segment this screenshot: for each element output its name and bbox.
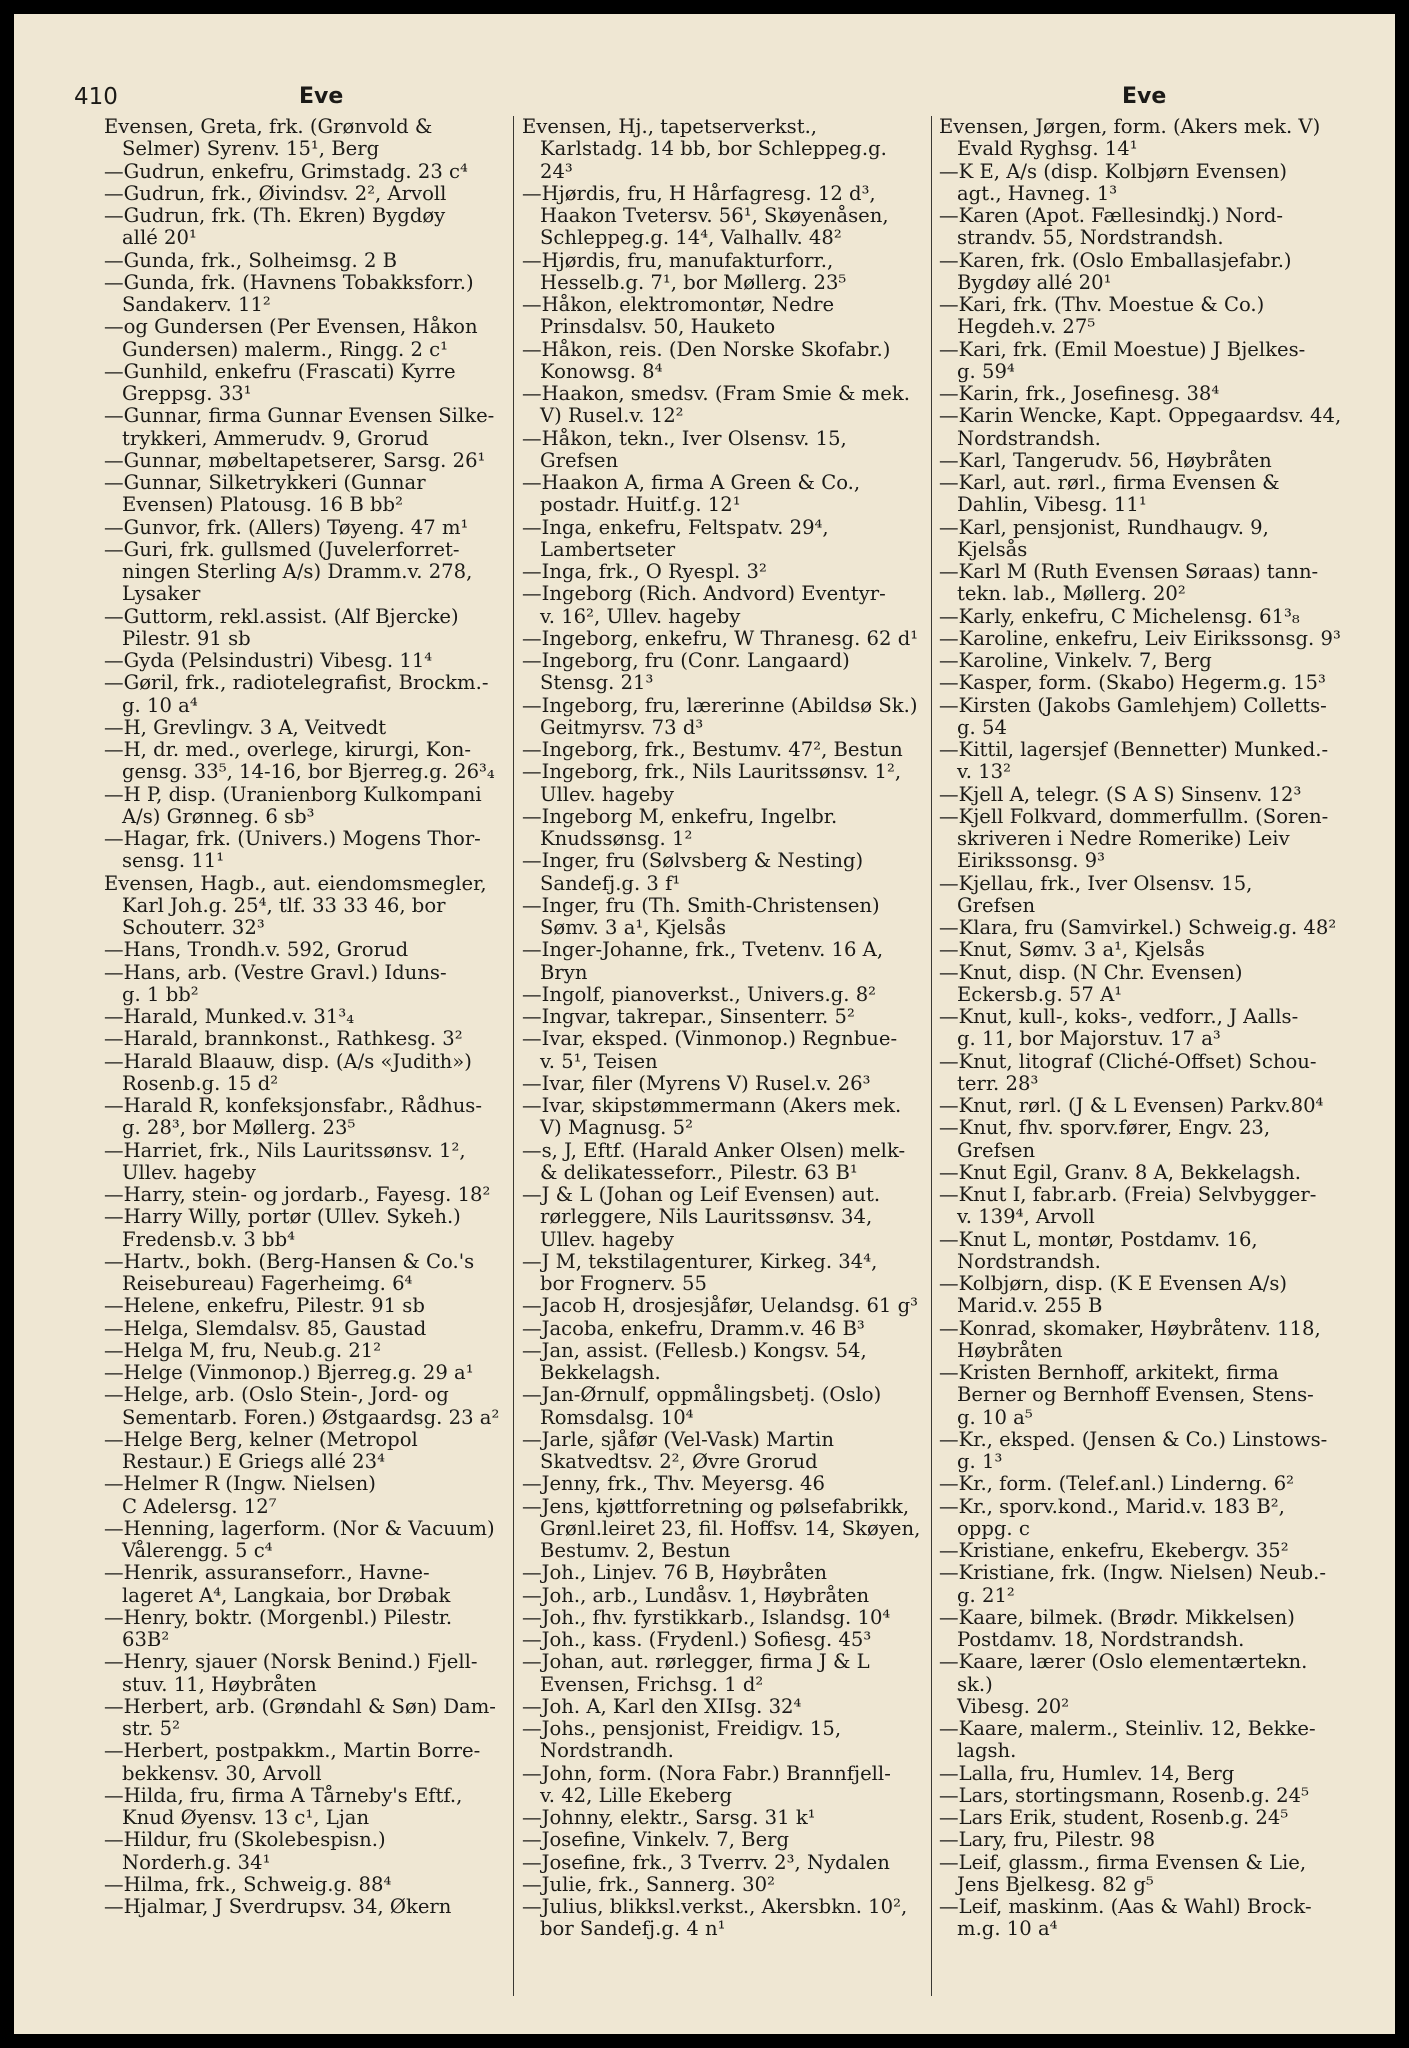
directory-entry: —Knut L, montør, Postdamv. 16, Nordstrandsh.: [939, 1227, 1258, 1273]
directory-entry: —Leif, maskinm. (Aas & Wahl) Brock- m.g. 10 a⁴: [939, 1895, 1312, 1941]
directory-entry: —Henry, sjauer (Norsk Benind.) Fjell- stuv. 11, Høybråten: [104, 1650, 478, 1696]
directory-entry: —Herbert, arb. (Grøndahl & Søn) Dam- str. 5²: [104, 1694, 496, 1740]
directory-entry: —Ingeborg, fru, lærerinne (Abildsø Sk.) Geitmyrsv. 73 d³: [522, 693, 918, 739]
directory-entry: —Joh., kass. (Frydenl.) Sofiesg. 45³: [522, 1628, 872, 1651]
directory-entry: —Hagar, frk. (Univers.) Mogens Thor- sensg. 11¹: [104, 827, 481, 873]
directory-entry: —Ingeborg (Rich. Andvord) Eventyr- v. 16², Ullev. hageby: [522, 582, 886, 628]
directory-entry: —Gunnar, møbeltapetserer, Sarsg. 26¹: [104, 448, 486, 472]
directory-entry: —Henry, boktr. (Morgenbl.) Pilestr. 63B²: [104, 1605, 453, 1651]
directory-entry: —Knut, disp. (N Chr. Evensen) Eckersb.g. 57 A¹: [939, 960, 1243, 1006]
directory-entry: —Ivar, filer (Myrens V) Rusel.v. 26³: [522, 1071, 871, 1095]
directory-entry: —Gunda, frk., Solheimsg. 2 B: [104, 248, 398, 272]
directory-entry: —Johnny, elektr., Sarsg. 31 k¹: [522, 1806, 816, 1829]
directory-entry: —Josefine, Vinkelv. 7, Berg: [522, 1828, 790, 1852]
directory-entry: —og Gundersen (Per Evensen, Håkon Gundersen) malerm., Ringg. 2 c¹: [104, 315, 478, 361]
directory-entry: —Kasper, form. (Skabo) Hegerm.g. 15³: [939, 671, 1326, 695]
directory-entry: —H, dr. med., overlege, kirurgi, Kon- gensg. 33⁵, 14-16, bor Bjerreg.g. 26³₄: [104, 738, 495, 784]
right-running-heading: Eve: [1122, 84, 1167, 109]
directory-entry: —Kari, frk. (Thv. Moestue & Co.) Hegdeh.v. 27⁵: [939, 293, 1265, 339]
directory-entry: —Kari, frk. (Emil Moestue) J Bjelkes- g. 59⁴: [939, 337, 1306, 383]
directory-entry: —J M, tekstilagenturer, Kirkeg. 34⁴, bor Frognerv. 55: [522, 1249, 878, 1295]
directory-entry: —Gunhild, enkefru (Frascati) Kyrre Greppsg. 33¹: [104, 359, 456, 405]
directory-entry: —Håkon, tekn., Iver Olsensv. 15, Grefsen: [522, 426, 847, 472]
directory-entry: —Harry Willy, portør (Ullev. Sykeh.) Fredensb.v. 3 bb⁴: [104, 1205, 461, 1251]
directory-entry: —Inger-Johanne, frk., Tvetenv. 16 A, Bryn: [522, 938, 884, 984]
directory-entry: —Karl, pensjonist, Rundhaugv. 9, Kjelsås: [939, 515, 1269, 561]
directory-entry: —Ingolf, pianoverkst., Univers.g. 8²: [522, 982, 877, 1006]
directory-entry: —Jacob H, drosjesjåfør, Uelandsg. 61 g³: [522, 1294, 919, 1318]
directory-entry: —Knut, Sømv. 3 a¹, Kjelsås: [939, 938, 1205, 962]
directory-entry: —Jens, kjøttforretning og pølsefabrikk, Grønl.leiret 23, fil. Hoffsv. 14, Skøyen, Bestumv. 2, Bestun: [522, 1494, 921, 1562]
directory-entry: —Lary, fru, Pilestr. 98: [939, 1828, 1156, 1852]
directory-entry: —Ingeborg, frk., Nils Lauritssønsv. 1², Ullev. hageby: [522, 760, 902, 806]
directory-entry: —Knut Egil, Granv. 8 A, Bekkelagsh.: [939, 1160, 1301, 1184]
directory-entry: —Helge Berg, kelner (Metropol Restaur.) E Griegs allé 23⁴: [104, 1427, 418, 1473]
directory-entry: —Kirsten (Jakobs Gamlehjem) Colletts- g. 54: [939, 693, 1327, 739]
directory-entry: —Gunvor, frk. (Allers) Tøyeng. 47 m¹: [104, 515, 469, 539]
directory-entry: —J & L (Johan og Leif Evensen) aut. rørleggere, Nils Lauritssønsv. 34, Ullev. hageby: [522, 1183, 881, 1251]
directory-entry: —Kjell Folkvard, dommerfullm. (Soren- skriveren i Nedre Romerike) Leiv Eirikssonsg. 9³: [939, 804, 1329, 873]
directory-entry: —s, J, Eftf. (Harald Anker Olsen) melk- & delikatesseforr., Pilestr. 63 B¹: [522, 1138, 906, 1184]
directory-entry: —Jarle, sjåfør (Vel-Vask) Martin Skatvedtsv. 2², Øvre Grorud: [522, 1427, 835, 1473]
directory-entry: —Karoline, Vinkelv. 7, Berg: [939, 649, 1212, 672]
directory-entry: —Kjellau, frk., Iver Olsensv. 15, Grefsen: [939, 871, 1253, 917]
directory-column-1: [104, 116, 504, 1918]
directory-column-2: [522, 116, 922, 1941]
directory-entry: —Jacoba, enkefru, Dramm.v. 46 B³: [522, 1316, 865, 1340]
directory-entry: —Konrad, skomaker, Høybråtenv. 118, Høybråten: [939, 1316, 1321, 1362]
directory-entry: —K E, A/s (disp. Kolbjørn Evensen) agt., Havneg. 1³: [939, 159, 1288, 205]
directory-entry: —Ivar, skipstømmermann (Akers mek. V) Magnusg. 5²: [522, 1094, 902, 1140]
directory-entry: —Karin, frk., Josefinesg. 38⁴: [939, 382, 1220, 405]
directory-entry: —H, Grevlingv. 3 A, Veitvedt: [104, 715, 387, 739]
directory-entry: —Joh. A, Karl den XIIsg. 32⁴: [522, 1694, 802, 1718]
page-number: 410: [74, 84, 118, 110]
directory-entry: —Joh., fhv. fyrstikkarb., Islandsg. 10⁴: [522, 1605, 891, 1629]
directory-entry: Evensen, Greta, frk. (Grønvold & Selmer) Syrenv. 15¹, Berg: [104, 115, 433, 161]
directory-entry: —Inger, fru (Th. Smith-Christensen) Sømv. 3 a¹, Kjelsås: [522, 893, 880, 939]
directory-entry: —Harald Blaauw, disp. (A/s «Judith») Rosenb.g. 15 d²: [104, 1049, 472, 1095]
directory-entry: —Harald, Munked.v. 31³₄: [104, 1005, 355, 1028]
directory-entry: —Karl, Tangerudv. 56, Høybråten: [939, 448, 1272, 472]
directory-entry: —Knut, fhv. sporv.fører, Engv. 23, Grefsen: [939, 1116, 1271, 1162]
directory-entry: —Kittil, lagersjef (Bennetter) Munked.- v. 13²: [939, 738, 1329, 784]
directory-entry: —Lalla, fru, Humlev. 14, Berg: [939, 1761, 1235, 1785]
directory-entry: —Helge (Vinmonop.) Bjerreg.g. 29 a¹: [104, 1361, 474, 1384]
directory-entry: —Karen (Apot. Fællesindkj.) Nord- strandv. 55, Nordstrandsh.: [939, 204, 1283, 250]
directory-entry: —Kaare, lærer (Oslo elementærtekn. sk.) Vibesg. 20²: [939, 1650, 1308, 1718]
directory-entry: Evensen, Jørgen, form. (Akers mek. V) Evald Ryghsg. 14¹: [939, 115, 1321, 161]
directory-entry: —Gunda, frk. (Havnens Tobakksforr.) Sandakerv. 11²: [104, 270, 474, 316]
directory-entry: —Gudrun, frk. (Th. Ekren) Bygdøy allé 20¹: [104, 204, 446, 250]
directory-entry: —Kaare, bilmek. (Brødr. Mikkelsen) Postdamv. 18, Nordstrandsh.: [939, 1605, 1295, 1651]
directory-entry: —Josefine, frk., 3 Tverrv. 2³, Nydalen: [522, 1850, 890, 1874]
directory-entry: —Haakon, smedsv. (Fram Smie & mek. V) Rusel.v. 12²: [522, 382, 910, 428]
directory-entry: —Helga M, fru, Neub.g. 21²: [104, 1338, 382, 1362]
directory-entry: —Kr., sporv.kond., Marid.v. 183 B², oppg. c: [939, 1494, 1285, 1540]
directory-entry: Evensen, Hj., tapetserverkst., Karlstadg. 14 bb, bor Schleppeg.g. 24³: [522, 115, 887, 183]
directory-entry: —Harald, brannkonst., Rathkesg. 3²: [104, 1027, 463, 1051]
directory-entry: —Karoline, enkefru, Leiv Eirikssonsg. 9³: [939, 626, 1341, 650]
directory-entry: —Gudrun, enkefru, Grimstadg. 23 c⁴: [104, 159, 468, 183]
directory-entry: —Jan, assist. (Fellesb.) Kongsv. 54, Bekkelagsh.: [522, 1338, 867, 1384]
directory-entry: —Harriet, frk., Nils Lauritssønsv. 1², Ullev. hageby: [104, 1138, 466, 1184]
directory-entry: —Haakon A, firma A Green & Co., postadr. Huitf.g. 12¹: [522, 471, 861, 517]
page-header: [14, 76, 1395, 116]
directory-entry: —Harry, stein- og jordarb., Fayesg. 18²: [104, 1183, 491, 1206]
directory-entry: —Lars Erik, student, Rosenb.g. 24⁵: [939, 1806, 1289, 1829]
directory-entry: —Knut, rørl. (J & L Evensen) Parkv.80⁴: [939, 1094, 1324, 1117]
left-running-heading: Eve: [299, 84, 344, 109]
directory-entry: —Henrik, assuranseforr., Havne- lageret A⁴, Langkaia, bor Drøbak: [104, 1561, 451, 1607]
directory-entry: —Kristiane, enkefru, Ekebergv. 35²: [939, 1539, 1289, 1562]
directory-entry: —Kr., form. (Telef.anl.) Linderng. 6²: [939, 1472, 1295, 1496]
directory-entry: —Guri, frk. gullsmed (Juvelerforret- ningen Sterling A/s) Dramm.v. 278, Lysaker: [104, 537, 473, 606]
directory-entry: —Inga, enkefru, Feltspatv. 29⁴, Lambertseter: [522, 515, 829, 561]
directory-entry: Evensen, Hagb., aut. eiendomsmegler, Karl Joh.g. 25⁴, tlf. 33 33 46, bor Schouterr. 32³: [104, 871, 487, 939]
directory-entry: —Hans, arb. (Vestre Gravl.) Iduns- g. 1 bb²: [104, 960, 447, 1006]
directory-entry: —Jan-Ørnulf, oppmålingsbetj. (Oslo) Romsdalsg. 10⁴: [522, 1383, 882, 1429]
directory-entry: —Knut, kull-, koks-, vedforr., J Aalls- g. 11, bor Majorstuv. 17 a³: [939, 1005, 1299, 1051]
directory-entry: —Knut I, fabr.arb. (Freia) Selvbygger- v. 139⁴, Arvoll: [939, 1183, 1317, 1229]
directory-entry: —Kristen Bernhoff, arkitekt, firma Berner og Bernhoff Evensen, Stens- g. 10 a⁵: [939, 1361, 1314, 1429]
directory-entry: —Kr., eksped. (Jensen & Co.) Linstows- g. 1³: [939, 1427, 1328, 1473]
directory-entry: —Lars, stortingsmann, Rosenb.g. 24⁵: [939, 1783, 1309, 1807]
directory-entry: —Håkon, reis. (Den Norske Skofabr.) Konowsg. 8⁴: [522, 337, 891, 383]
directory-entry: —Hjørdis, fru, manufakturforr., Hesselb.g. 7¹, bor Møllerg. 23⁵: [522, 248, 847, 294]
directory-entry: —Hans, Trondh.v. 592, Grorud: [104, 938, 409, 962]
directory-entry: —Karly, enkefru, C Michelensg. 61³₈: [939, 604, 1300, 628]
directory-entry: —Gøril, frk., radiotelegrafist, Brockm.- g. 10 a⁴: [104, 671, 489, 717]
directory-entry: —Karin Wencke, Kapt. Oppegaardsv. 44, Nordstrandsh.: [939, 404, 1342, 450]
directory-entry: —Julie, frk., Sannerg. 30²: [522, 1872, 775, 1896]
directory-entry: —Herbert, postpakkm., Martin Borre- bekkensv. 30, Arvoll: [104, 1739, 481, 1785]
directory-entry: —Henning, lagerform. (Nor & Vacuum) Vålerengg. 5 c⁴: [104, 1516, 495, 1562]
directory-entry: —Jenny, frk., Thv. Meyersg. 46: [522, 1472, 825, 1496]
directory-entry: —Ingeborg, frk., Bestumv. 47², Bestun: [522, 738, 903, 761]
directory-entry: —Karl M (Ruth Evensen Søraas) tann- tekn. lab., Møllerg. 20²: [939, 560, 1319, 606]
directory-entry: —Inga, frk., O Ryespl. 3²: [522, 560, 767, 583]
directory-entry: —Guttorm, rekl.assist. (Alf Bjercke) Pilestr. 91 sb: [104, 604, 459, 650]
directory-entry: —Kaare, malerm., Steinliv. 12, Bekke- lagsh.: [939, 1717, 1316, 1763]
directory-entry: —Johan, aut. rørlegger, firma J & L Evensen, Frichsg. 1 d²: [522, 1650, 870, 1696]
directory-entry: —Ingeborg, enkefru, W Thranesg. 62 d¹: [522, 626, 919, 650]
directory-entry: —Knut, litograf (Cliché-Offset) Schou- terr. 28³: [939, 1049, 1317, 1095]
directory-entry: —Helga, Slemdalsv. 85, Gaustad: [104, 1316, 427, 1340]
directory-entry: —Gyda (Pelsindustri) Vibesg. 11⁴: [104, 649, 433, 672]
directory-entry: —Gudrun, frk., Øivindsv. 2², Arvoll: [104, 181, 447, 205]
directory-entry: —Gunnar, Silketrykkeri (Gunnar Evensen) Platousg. 16 B bb²: [104, 471, 426, 517]
directory-entry: —Hartv., bokh. (Berg-Hansen & Co.'s Reisebureau) Fagerheimg. 6⁴: [104, 1249, 475, 1295]
column-divider: [513, 116, 514, 1996]
directory-entry: —Helmer R (Ingw. Nielsen) C Adelersg. 12⁷: [104, 1472, 376, 1518]
directory-entry: —Helene, enkefru, Pilestr. 91 sb: [104, 1294, 425, 1318]
directory-entry: —Johs., pensjonist, Freidigv. 15, Nordstrandh.: [522, 1717, 842, 1763]
directory-entry: —Hilda, fru, firma A Tårneby's Eftf., Knud Øyensv. 13 c¹, Ljan: [104, 1783, 463, 1829]
directory-entry: —Kjell A, telegr. (S A S) Sinsenv. 12³: [939, 782, 1302, 806]
directory-entry: —Ingvar, takrepar., Sinsenterr. 5²: [522, 1005, 855, 1028]
directory-entry: —Klara, fru (Samvirkel.) Schweig.g. 48²: [939, 916, 1337, 939]
directory-entry: —Karen, frk. (Oslo Emballasjefabr.) Bygdøy allé 20¹: [939, 248, 1292, 294]
directory-entry: —Leif, glassm., firma Evensen & Lie, Jens Bjelkesg. 82 g⁵: [939, 1850, 1307, 1896]
directory-entry: —John, form. (Nora Fabr.) Brannfjell- v. 42, Lille Ekeberg: [522, 1761, 891, 1807]
directory-entry: —Joh., arb., Lundåsv. 1, Høybråten: [522, 1583, 870, 1607]
directory-entry: —Harald R, konfeksjonsfabr., Rådhus- g. 28³, bor Møllerg. 23⁵: [104, 1094, 482, 1140]
directory-page: [14, 14, 1395, 2034]
directory-entry: —Karl, aut. rørl., firma Evensen & Dahlin, Vibesg. 11¹: [939, 471, 1280, 517]
directory-entry: —Julius, blikksl.verkst., Akersbkn. 10², bor Sandefj.g. 4 n¹: [522, 1895, 908, 1941]
directory-entry: —Håkon, elektromontør, Nedre Prinsdalsv. 50, Hauketo: [522, 293, 835, 339]
column-divider: [931, 116, 932, 1996]
directory-entry: —Gunnar, firma Gunnar Evensen Silke- trykkeri, Ammerudv. 9, Grorud: [104, 404, 495, 450]
directory-entry: —Inger, fru (Sølvsberg & Nesting) Sandefj.g. 3 f¹: [522, 849, 864, 895]
directory-entry: —Hildur, fru (Skolebespisn.) Norderh.g. 34¹: [104, 1828, 386, 1874]
directory-entry: —H P, disp. (Uranienborg Kulkompani A/s) Grønneg. 6 sb³: [104, 782, 482, 828]
directory-entry: —Hilma, frk., Schweig.g. 88⁴: [104, 1872, 392, 1896]
directory-entry: —Ingeborg M, enkefru, Ingelbr. Knudssønsg. 1²: [522, 804, 838, 850]
directory-column-3: [939, 116, 1347, 1941]
directory-entry: —Joh., Linjev. 76 B, Høybråten: [522, 1561, 827, 1585]
directory-entry: —Kristiane, frk. (Ingw. Nielsen) Neub.- g. 21²: [939, 1561, 1326, 1607]
directory-entry: —Kolbjørn, disp. (K E Evensen A/s) Marid.v. 255 B: [939, 1272, 1288, 1318]
directory-entry: —Hjørdis, fru, H Hårfagresg. 12 d³, Haakon Tvetersv. 56¹, Skøyenåsen, Schleppeg.g. 14⁴, Valhallv. 48²: [522, 181, 889, 250]
directory-entry: —Ivar, eksped. (Vinmonop.) Regnbue- v. 5¹, Teisen: [522, 1027, 898, 1073]
directory-entry: —Helge, arb. (Oslo Stein-, Jord- og Sementarb. Foren.) Østgaardsg. 23 a²: [104, 1383, 500, 1429]
directory-entry: —Ingeborg, fru (Conr. Langaard) Stensg. 21³: [522, 649, 850, 695]
directory-entry: —Hjalmar, J Sverdrupsv. 34, Økern: [104, 1895, 452, 1918]
